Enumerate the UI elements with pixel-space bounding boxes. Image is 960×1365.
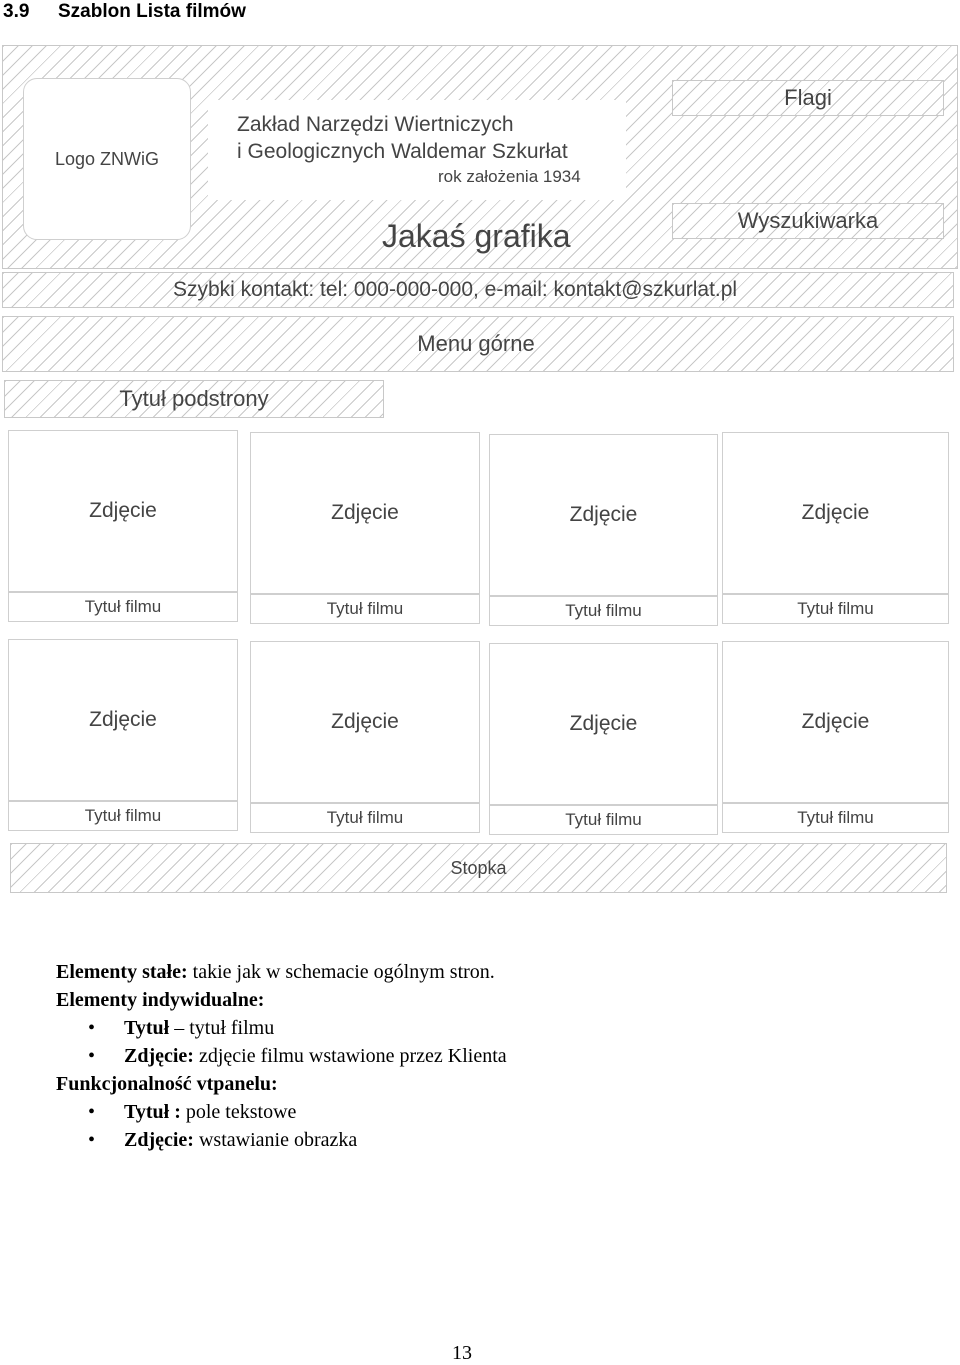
top-menu[interactable] — [2, 316, 954, 372]
logo-label: Logo ZNWiG — [54, 148, 160, 169]
film-title[interactable] — [489, 805, 718, 835]
film-title-label: Tytuł filmu — [326, 808, 404, 827]
logo-box — [23, 78, 191, 240]
subpage-title: Tytuł podstrony — [119, 386, 269, 411]
company-name-line2: i Geologicznych Waldemar Szkurłat — [237, 140, 568, 163]
subpage-title-box — [4, 380, 384, 418]
film-photo-label: Zdjęcie — [331, 501, 399, 524]
section-title: Szablon Lista filmów — [58, 1, 246, 22]
film-title[interactable] — [8, 592, 238, 622]
film-title[interactable] — [489, 596, 718, 626]
film-photo[interactable] — [489, 434, 718, 596]
company-info — [208, 100, 626, 200]
film-title-label: Tytuł filmu — [565, 601, 642, 620]
search-label: Wyszukiwarka — [737, 208, 879, 233]
panel-functionality-label: Funkcjonalność vtpanelu: — [56, 1073, 278, 1095]
quick-contact-bar — [2, 272, 954, 308]
bullet-marker: • — [88, 1017, 96, 1039]
fixed-elements-text: takie jak w schemacie ogólnym stron. — [187, 961, 495, 983]
film-title-label: Tytuł filmu — [565, 810, 642, 829]
founded-year: rok założenia 1934 — [438, 167, 581, 186]
film-title-label: Tytuł filmu — [84, 597, 162, 616]
item-label: Tytuł : — [124, 1101, 181, 1123]
film-title[interactable] — [8, 801, 238, 831]
film-title[interactable] — [250, 803, 480, 833]
film-title-label: Tytuł filmu — [84, 806, 162, 825]
film-photo-label: Zdjęcie — [331, 710, 399, 733]
search-box[interactable] — [672, 203, 944, 239]
notes-individual-heading — [56, 986, 264, 1014]
film-title-label: Tytuł filmu — [326, 599, 404, 618]
film-photo-label: Zdjęcie — [569, 503, 638, 526]
notes-fixed — [56, 958, 495, 986]
bullet-marker: • — [88, 1045, 96, 1067]
film-photo[interactable] — [8, 639, 238, 801]
film-photo[interactable] — [250, 432, 480, 594]
fixed-elements-label: Elementy stałe: — [56, 961, 188, 983]
film-title[interactable] — [722, 594, 949, 624]
film-photo-label: Zdjęcie — [89, 708, 157, 731]
bullet-marker: • — [88, 1129, 96, 1151]
item-label: Zdjęcie: — [124, 1129, 194, 1151]
film-photo[interactable] — [8, 430, 238, 592]
film-photo-label: Zdjęcie — [801, 501, 870, 524]
item-text: zdjęcie filmu wstawione przez Klienta — [193, 1045, 507, 1067]
flags-box — [672, 80, 944, 116]
footer-label: Stopka — [450, 857, 507, 878]
section-number: 3.9 — [3, 1, 30, 22]
panel-item — [124, 1098, 296, 1126]
footer-box — [10, 843, 947, 893]
film-photo[interactable] — [722, 432, 949, 594]
quick-contact-text: Szybki kontakt: tel: 000-000-000, e-mail: kontakt@szkurlat.pl — [173, 278, 738, 301]
individual-item — [124, 1042, 507, 1070]
top-menu-label: Menu górne — [417, 331, 535, 356]
flags-label: Flagi — [784, 85, 832, 110]
bullet-marker: • — [88, 1101, 96, 1123]
item-text: wstawianie obrazka — [193, 1129, 358, 1151]
item-label: Tytuł — [124, 1017, 170, 1039]
film-photo-label: Zdjęcie — [801, 710, 870, 733]
company-name-line1: Zakład Narzędzi Wiertniczych — [237, 113, 514, 136]
film-title-label: Tytuł filmu — [797, 808, 874, 827]
film-photo[interactable] — [489, 643, 718, 805]
item-text: – tytuł filmu — [169, 1017, 275, 1039]
individual-elements-label: Elementy indywidualne: — [56, 989, 265, 1011]
individual-item — [124, 1014, 274, 1042]
item-label: Zdjęcie: — [124, 1045, 194, 1067]
film-title-label: Tytuł filmu — [797, 599, 874, 618]
film-photo[interactable] — [722, 641, 949, 803]
film-photo[interactable] — [250, 641, 480, 803]
notes-panel-heading — [56, 1070, 278, 1098]
film-title[interactable] — [722, 803, 949, 833]
film-title[interactable] — [250, 594, 480, 624]
item-text: pole tekstowe — [180, 1101, 297, 1123]
page-number: 13 — [452, 1342, 472, 1364]
film-photo-label: Zdjęcie — [569, 712, 638, 735]
film-photo-label: Zdjęcie — [89, 499, 157, 522]
graphic-label: Jakaś grafika — [382, 218, 571, 254]
panel-item — [124, 1126, 357, 1154]
